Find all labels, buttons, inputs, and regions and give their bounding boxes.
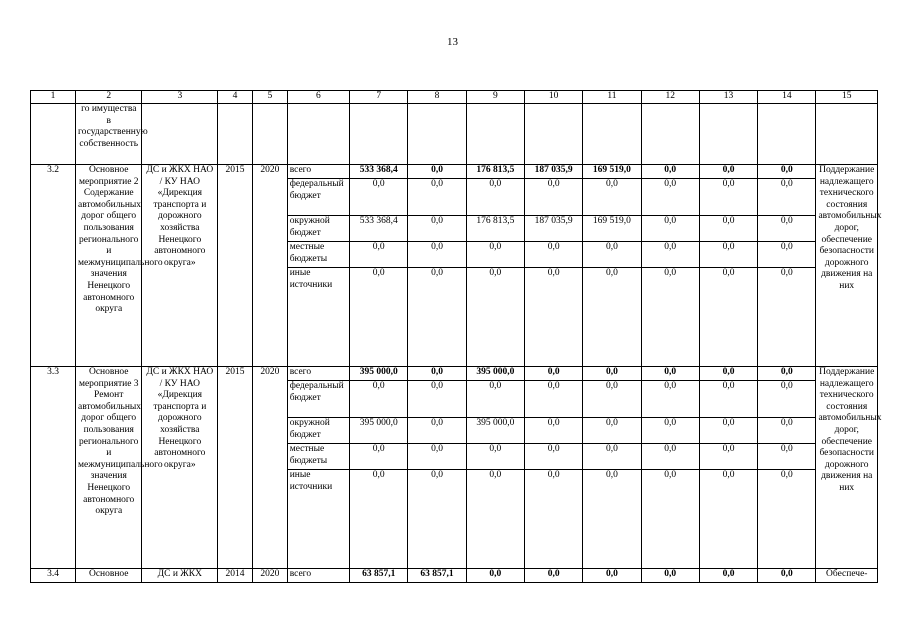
funding-value: 0,0 [699, 381, 757, 418]
funding-source-label: окружной бюджет [287, 418, 349, 444]
header-cell: 6 [287, 91, 349, 104]
funding-value: 63 857,1 [350, 569, 408, 583]
expected-result: Поддержание надлежащего технического состояния автомобильных дорог, обеспечение безопасности дорожного движения на них [816, 165, 878, 367]
funding-value: 0,0 [524, 418, 582, 444]
funding-value: 0,0 [758, 569, 816, 583]
header-cell: 10 [524, 91, 582, 104]
funding-value: 0,0 [583, 381, 641, 418]
header-cell: 11 [583, 91, 641, 104]
executor: ДС и ЖКХ [142, 569, 218, 583]
funding-value: 0,0 [699, 367, 757, 381]
funding-value: 0,0 [466, 242, 524, 268]
funding-value: 0,0 [641, 418, 699, 444]
start-year: 2015 [218, 165, 253, 367]
end-year: 2020 [252, 569, 287, 583]
funding-value: 0,0 [641, 242, 699, 268]
funding-value: 0,0 [524, 444, 582, 470]
funding-value: 0,0 [699, 470, 757, 569]
funding-value: 0,0 [524, 367, 582, 381]
funding-source-label: всего [287, 569, 349, 583]
funding-value: 0,0 [758, 367, 816, 381]
start-year: 2015 [218, 367, 253, 569]
funding-value: 395 000,0 [350, 418, 408, 444]
continuation-text: го имущества в государственную собственность [76, 104, 142, 165]
funding-value: 395 000,0 [350, 367, 408, 381]
funding-source-label: окружной бюджет [287, 216, 349, 242]
funding-value: 0,0 [758, 268, 816, 367]
funding-value: 0,0 [641, 179, 699, 216]
funding-source-label: иные источники [287, 268, 349, 367]
funding-value: 0,0 [524, 470, 582, 569]
funding-value: 0,0 [408, 418, 466, 444]
funding-value: 0,0 [583, 179, 641, 216]
table-row [31, 367, 878, 381]
funding-value: 0,0 [758, 165, 816, 179]
funding-value: 0,0 [350, 444, 408, 470]
funding-value: 0,0 [583, 470, 641, 569]
header-cell: 7 [350, 91, 408, 104]
funding-source-label: всего [287, 367, 349, 381]
header-row [31, 91, 878, 104]
header-cell: 3 [142, 91, 218, 104]
funding-value: 0,0 [350, 268, 408, 367]
funding-value: 0,0 [583, 242, 641, 268]
funding-value: 0,0 [641, 268, 699, 367]
funding-value: 0,0 [641, 569, 699, 583]
funding-value: 0,0 [699, 242, 757, 268]
header-cell: 4 [218, 91, 253, 104]
funding-value: 176 813,5 [466, 165, 524, 179]
funding-value: 0,0 [641, 367, 699, 381]
measure-name: Основное [76, 569, 142, 583]
funding-value: 187 035,9 [524, 165, 582, 179]
funding-value: 0,0 [408, 216, 466, 242]
funding-value: 0,0 [758, 418, 816, 444]
funding-source-label: местные бюджеты [287, 444, 349, 470]
funding-value: 0,0 [758, 179, 816, 216]
header-cell: 13 [699, 91, 757, 104]
funding-value: 0,0 [466, 569, 524, 583]
funding-value: 63 857,1 [408, 569, 466, 583]
funding-value: 0,0 [466, 268, 524, 367]
funding-value: 0,0 [699, 268, 757, 367]
expected-result: Поддержание надлежащего технического состояния автомобильных дорог, обеспечение безопасности дорожного движения на них [816, 367, 878, 569]
page-number: 13 [447, 36, 458, 48]
funding-value: 0,0 [583, 569, 641, 583]
funding-value: 0,0 [758, 444, 816, 470]
measure-name: Основное мероприятие 2 Содержание автомобильных дорог общего пользования регионального и межмуниципального значения Ненецкого автономного округа [76, 165, 142, 367]
funding-value: 0,0 [524, 242, 582, 268]
funding-value: 0,0 [466, 179, 524, 216]
funding-value: 395 000,0 [466, 418, 524, 444]
row-number: 3.4 [31, 569, 76, 583]
funding-value: 0,0 [466, 470, 524, 569]
funding-value: 169 519,0 [583, 165, 641, 179]
funding-value: 0,0 [699, 165, 757, 179]
expected-result: Обеспече- [816, 569, 878, 583]
funding-value: 395 000,0 [466, 367, 524, 381]
funding-value: 0,0 [408, 470, 466, 569]
funding-value: 0,0 [699, 179, 757, 216]
funding-value: 0,0 [466, 444, 524, 470]
funding-value: 0,0 [583, 418, 641, 444]
funding-source-label: местные бюджеты [287, 242, 349, 268]
funding-value: 0,0 [524, 268, 582, 367]
start-year: 2014 [218, 569, 253, 583]
funding-value: 0,0 [641, 216, 699, 242]
funding-value: 0,0 [408, 179, 466, 216]
funding-value: 0,0 [408, 242, 466, 268]
funding-value: 0,0 [408, 381, 466, 418]
end-year: 2020 [252, 165, 287, 367]
funding-value: 169 519,0 [583, 216, 641, 242]
funding-value: 0,0 [641, 470, 699, 569]
funding-value: 533 368,4 [350, 216, 408, 242]
funding-value: 0,0 [524, 179, 582, 216]
funding-value: 0,0 [408, 165, 466, 179]
header-cell: 2 [76, 91, 142, 104]
funding-source-label: иные источники [287, 470, 349, 569]
funding-value: 187 035,9 [524, 216, 582, 242]
row-number: 3.2 [31, 165, 76, 367]
funding-value: 0,0 [641, 165, 699, 179]
row-number: 3.3 [31, 367, 76, 569]
header-cell: 14 [758, 91, 816, 104]
header-cell: 12 [641, 91, 699, 104]
table-row [31, 569, 878, 583]
funding-value: 0,0 [466, 381, 524, 418]
funding-value: 0,0 [699, 418, 757, 444]
funding-value: 0,0 [524, 381, 582, 418]
funding-value: 0,0 [699, 216, 757, 242]
funding-value: 0,0 [583, 367, 641, 381]
funding-value: 0,0 [699, 444, 757, 470]
funding-value: 0,0 [641, 444, 699, 470]
header-cell: 15 [816, 91, 878, 104]
header-cell: 9 [466, 91, 524, 104]
funding-value: 0,0 [350, 242, 408, 268]
funding-value: 0,0 [350, 381, 408, 418]
header-cell: 1 [31, 91, 76, 104]
header-cell: 8 [408, 91, 466, 104]
funding-value: 0,0 [350, 179, 408, 216]
funding-value: 0,0 [350, 470, 408, 569]
funding-source-label: всего [287, 165, 349, 179]
funding-source-label: федеральный бюджет [287, 381, 349, 418]
funding-source-label: федеральный бюджет [287, 179, 349, 216]
funding-value: 0,0 [408, 367, 466, 381]
funding-value: 533 368,4 [350, 165, 408, 179]
funding-value: 0,0 [408, 444, 466, 470]
funding-value: 0,0 [758, 470, 816, 569]
funding-value: 0,0 [641, 381, 699, 418]
table-row [31, 165, 878, 179]
program-table [30, 90, 882, 583]
measure-name: Основное мероприятие 3 Ремонт автомобильных дорог общего пользования регионального и межмуниципального значения Ненецкого автономного округа [76, 367, 142, 569]
end-year: 2020 [252, 367, 287, 569]
funding-value: 0,0 [699, 569, 757, 583]
header-cell: 5 [252, 91, 287, 104]
executor: ДС и ЖКХ НАО / КУ НАО «Дирекция транспорта и дорожного хозяйства Ненецкого автономного округа» [142, 367, 218, 569]
funding-value: 0,0 [758, 381, 816, 418]
funding-value: 176 813,5 [466, 216, 524, 242]
funding-value: 0,0 [524, 569, 582, 583]
continuation-row [31, 104, 878, 165]
funding-value: 0,0 [758, 216, 816, 242]
funding-value: 0,0 [408, 268, 466, 367]
funding-value: 0,0 [583, 268, 641, 367]
funding-value: 0,0 [583, 444, 641, 470]
executor: ДС и ЖКХ НАО / КУ НАО «Дирекция транспорта и дорожного хозяйства Ненецкого автономного округа» [142, 165, 218, 367]
funding-value: 0,0 [758, 242, 816, 268]
